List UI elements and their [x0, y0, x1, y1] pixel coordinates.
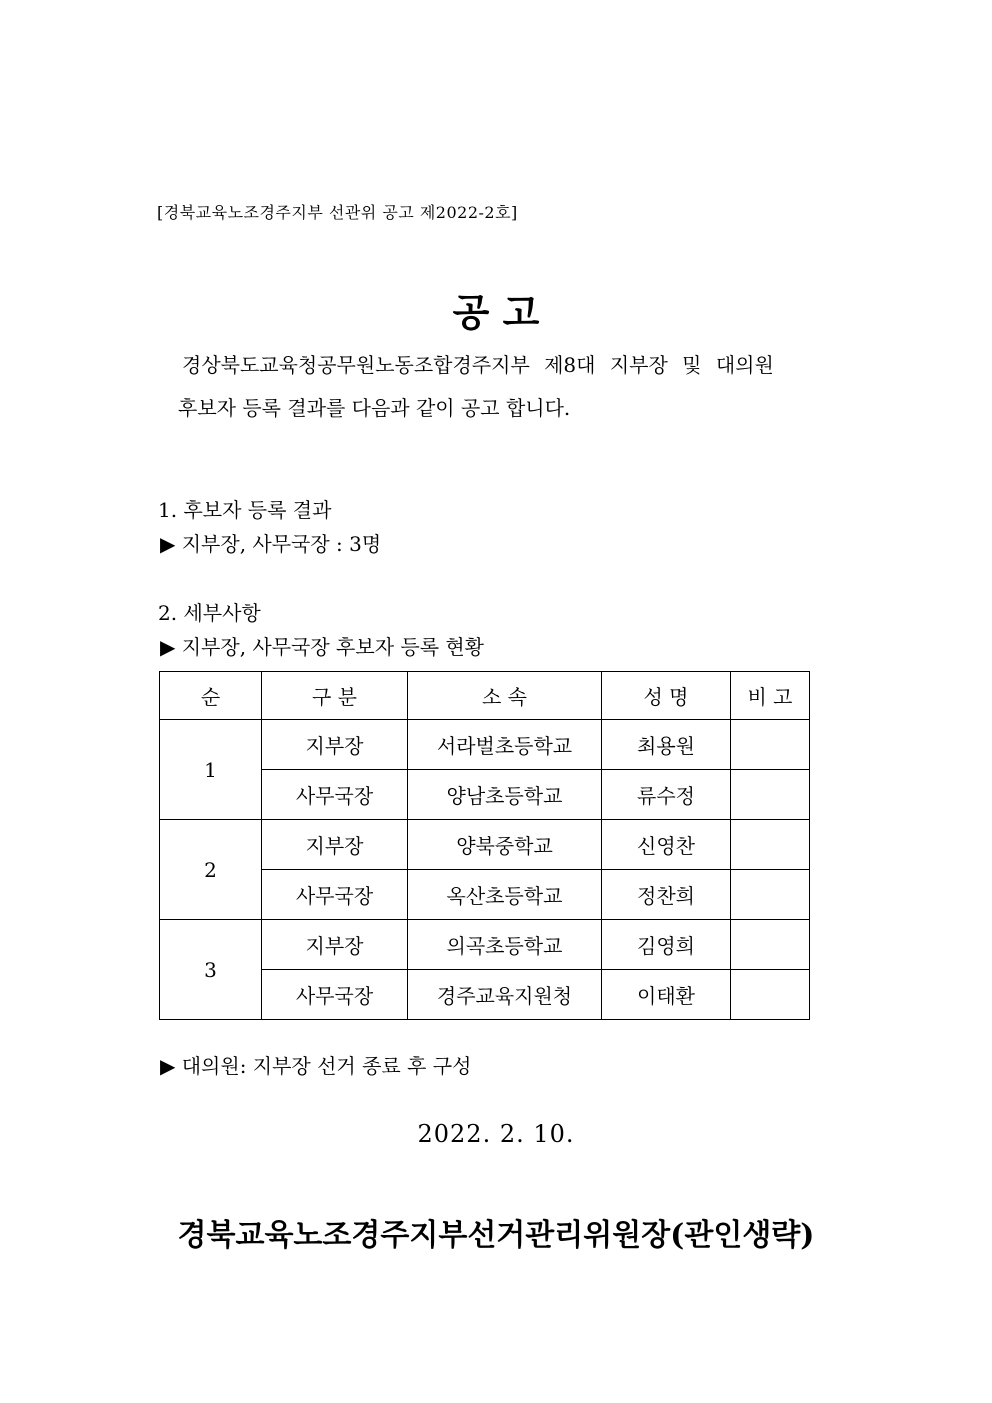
header-note: 비 고	[731, 672, 810, 720]
header-affiliation: 소 속	[408, 672, 602, 720]
name-cell: 김영희	[602, 920, 731, 970]
candidate-table	[159, 671, 810, 1020]
notice-number: [경북교육노조경주지부 선관위 공고 제2022-2호]	[157, 203, 518, 222]
section1-heading: 1. 후보자 등록 결과	[158, 498, 332, 522]
affiliation-cell: 서라벌초등학교	[408, 720, 602, 770]
document-title: 공 고	[452, 290, 540, 335]
group-number: 3	[160, 920, 262, 1020]
notice-date: 2022. 2. 10.	[417, 1120, 575, 1148]
intro-text-line-1: 경상북도교육청공무원노동조합경주지부 제8대 지부장 및 대의원	[182, 353, 774, 377]
table-row	[160, 820, 810, 870]
name-cell: 정찬희	[602, 870, 731, 920]
affiliation-cell: 경주교육지원청	[408, 970, 602, 1020]
header-no: 순	[160, 672, 262, 720]
role-cell: 지부장	[262, 920, 408, 970]
intro-text-line-2: 후보자 등록 결과를 다음과 같이 공고 합니다.	[178, 396, 571, 420]
table-row	[160, 920, 810, 970]
role-cell: 지부장	[262, 820, 408, 870]
name-cell: 이태환	[602, 970, 731, 1020]
affiliation-cell: 옥산초등학교	[408, 870, 602, 920]
affiliation-cell: 양남초등학교	[408, 770, 602, 820]
note-cell	[731, 870, 810, 920]
name-cell: 신영찬	[602, 820, 731, 870]
note-cell	[731, 770, 810, 820]
issuer-signature-line: 경북교육노조경주지부선거관리위원장(관인생략)	[177, 1218, 815, 1253]
note-cell	[731, 720, 810, 770]
affiliation-cell: 양북중학교	[408, 820, 602, 870]
header-role: 구 분	[262, 672, 408, 720]
note-cell	[731, 920, 810, 970]
delegate-note: ▶ 대의원: 지부장 선거 종료 후 구성	[160, 1054, 472, 1078]
header-name: 성 명	[602, 672, 731, 720]
role-cell: 사무국장	[262, 870, 408, 920]
note-cell	[731, 970, 810, 1020]
name-cell: 최용원	[602, 720, 731, 770]
role-cell: 사무국장	[262, 770, 408, 820]
note-cell	[731, 820, 810, 870]
table-row	[160, 720, 810, 770]
affiliation-cell: 의곡초등학교	[408, 920, 602, 970]
role-cell: 지부장	[262, 720, 408, 770]
name-cell: 류수정	[602, 770, 731, 820]
group-number: 2	[160, 820, 262, 920]
table-header-row	[160, 672, 810, 720]
role-cell: 사무국장	[262, 970, 408, 1020]
section2-item: ▶ 지부장, 사무국장 후보자 등록 현황	[160, 635, 485, 659]
section1-item: ▶ 지부장, 사무국장 : 3명	[160, 532, 382, 556]
section2-heading: 2. 세부사항	[158, 601, 261, 625]
group-number: 1	[160, 720, 262, 820]
